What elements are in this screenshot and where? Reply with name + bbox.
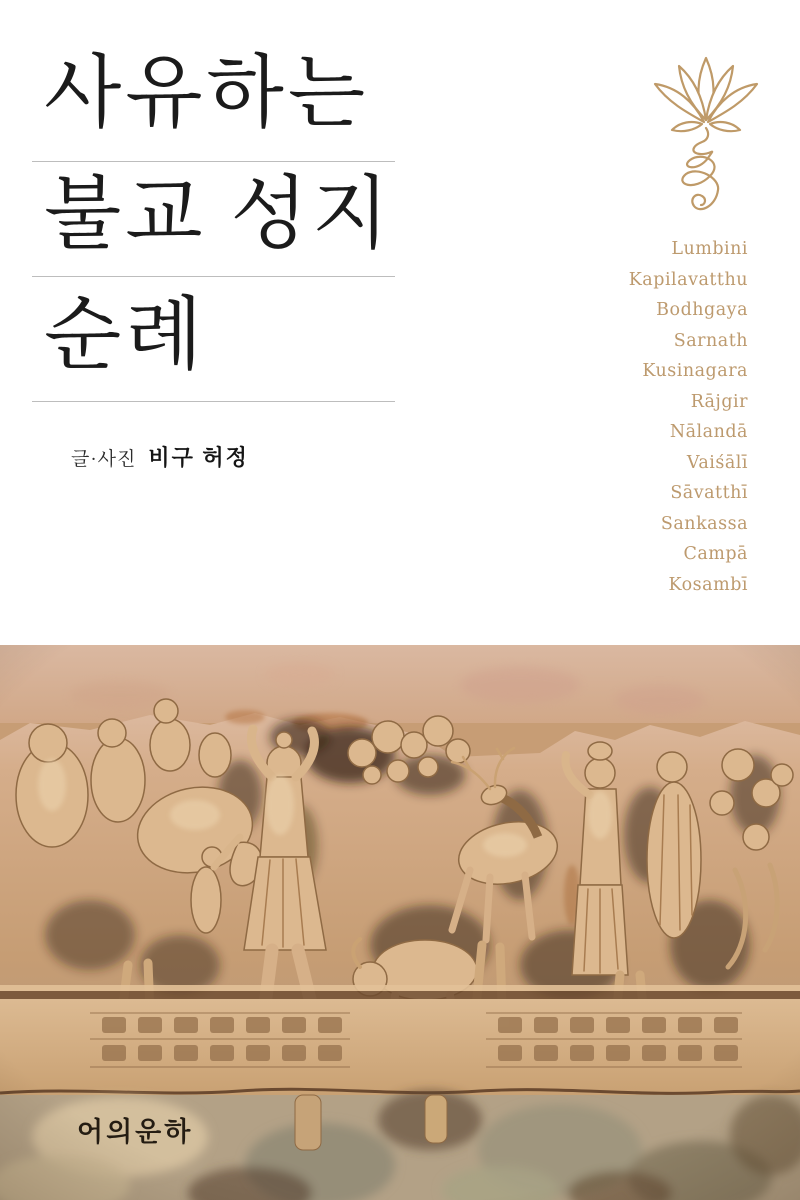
- title-divider-2: [32, 276, 395, 277]
- author-line: [71, 441, 249, 472]
- site-item: Kapilavatthu: [628, 269, 748, 290]
- site-item: Sāvatthī: [670, 483, 748, 503]
- title-divider-1: [32, 161, 395, 162]
- site-item: Campā: [683, 544, 748, 564]
- site-item: Kusinagara: [642, 361, 748, 381]
- title-line-3: 순례: [44, 292, 207, 380]
- author-name: 비구 허정: [148, 445, 249, 470]
- lotus-unalome-icon: [650, 56, 762, 218]
- site-item: Lumbini: [671, 239, 748, 259]
- site-item: Vaiśālī: [686, 452, 748, 473]
- site-item: Kosambī: [668, 574, 748, 595]
- publisher-logo: 어의운하: [77, 1117, 194, 1147]
- site-item: Sarnath: [673, 330, 748, 351]
- site-item: Rājgir: [690, 391, 748, 412]
- title-line-1: 사유하는: [44, 50, 370, 138]
- site-item: Bodhgaya: [656, 300, 748, 320]
- site-list: [629, 234, 748, 600]
- site-item: Sankassa: [660, 513, 748, 534]
- author-role-label: 글·사진: [71, 449, 137, 470]
- site-item: Nālandā: [669, 422, 748, 442]
- title-divider-3: [32, 401, 395, 402]
- title-line-2: 불교 성지: [44, 171, 394, 259]
